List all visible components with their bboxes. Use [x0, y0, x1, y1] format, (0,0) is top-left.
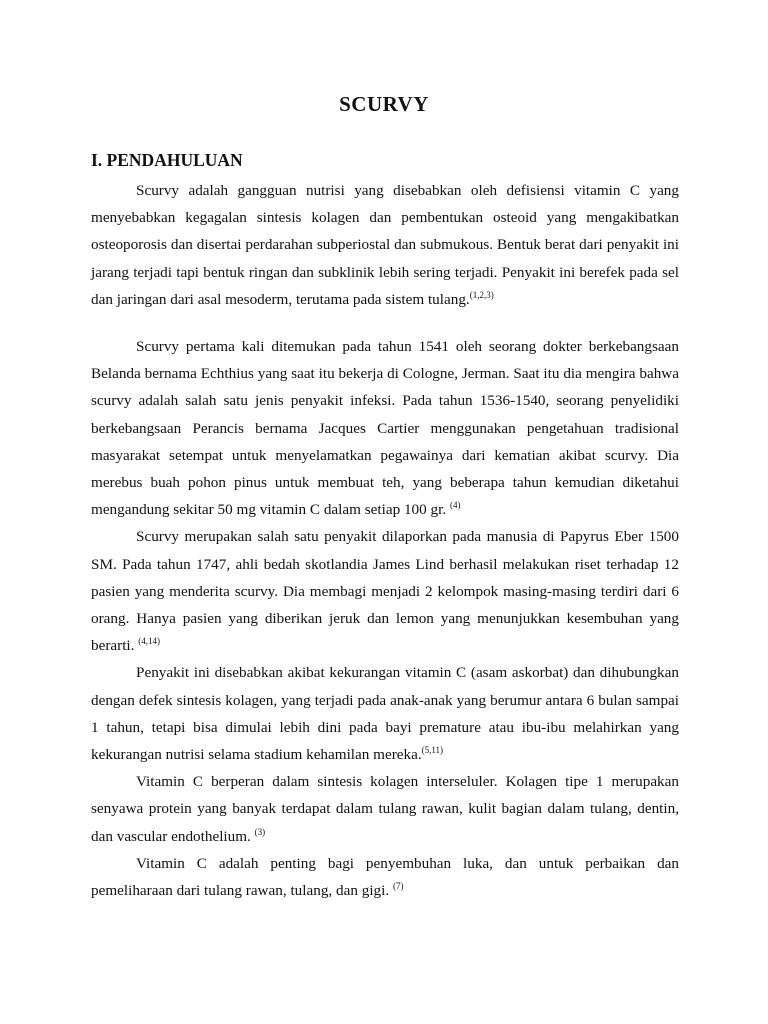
citation-superscript: (4,14)	[138, 636, 160, 647]
paragraph-definition	[91, 177, 679, 313]
paragraph-papyrus	[91, 523, 679, 659]
paragraph-healing	[91, 850, 679, 904]
paragraph-text: Scurvy adalah gangguan nutrisi yang disebabkan oleh defisiensi vitamin C yang menyebabkan kegagalan sintesis kolagen dan pembentukan osteoid yang mengakibatkan osteoporosis dan disertai perdarahan subperiostal dan submukous. Bentuk berat dari penyakit ini jarang terjadi tapi bentuk ringan dan subklinik lebih sering terjadi. Penyakit ini berefek pada sel dan jaringan dari asal mesoderm, terutama pada sistem tulang.	[91, 182, 679, 308]
paragraph-text: Scurvy merupakan salah satu penyakit dilaporkan pada manusia di Papyrus Eber 1500 SM. Pada tahun 1747, ahli bedah skotlandia James Lind berhasil melakukan riset terhadap 12 pasien yang menderita scurvy. Dia membagi menjadi 2 kelompok masing-masing terdiri dari 6 orang. Hanya pasien yang diberikan jeruk dan lemon yang menunjukkan kesembuhan yang berarti.	[91, 528, 679, 655]
paragraph-text: Vitamin C berperan dalam sintesis kolagen interseluler. Kolagen tipe 1 merupakan senyawa protein yang banyak terdapat dalam tulang rawan, kulit bagian dalam tulang, dentin, dan vascular endothelium.	[91, 773, 679, 845]
citation-superscript: (3)	[254, 826, 266, 837]
paragraph-text: Penyakit ini disebabkan akibat kekurangan vitamin C (asam askorbat) dan dihubungkan dengan defek sintesis kolagen, yang terjadi pada anak-anak yang berumur antara 6 bulan sampai 1 tahun, tetapi bisa dimulai lebih dini pada bayi premature atau ibu-ibu melahirkan yang kekurangan nutrisi selama stadium kehamilan mereka.	[91, 664, 679, 764]
paragraph-text: Scurvy pertama kali ditemukan pada tahun 1541 oleh seorang dokter berkebangsaan Belanda bernama Echthius yang saat itu bekerja di Cologne, Jerman. Saat itu dia mengira bahwa scurvy adalah salah satu jenis penyakit infeksi. Pada tahun 1536-1540, seorang penyelidiki berkebangsaan Perancis bernama Jacques Cartier menggunakan pengetahuan tradisional masyarakat setempat untuk menyelamatkan pegawainya dari kematian akibat scurvy. Dia merebus buah pohon pinus untuk membuat teh, yang beberapa tahun kemudian diketahui mengandung sekitar 50 mg vitamin C dalam setiap 100 gr.	[91, 338, 679, 519]
citation-superscript: (7)	[392, 881, 404, 892]
document-body	[91, 177, 679, 904]
paragraph-collagen	[91, 768, 679, 850]
paragraph-text: Vitamin C adalah penting bagi penyembuhan luka, dan untuk perbaikan dan pemeliharaan dari tulang rawan, tulang, dan gigi.	[91, 854, 679, 900]
paragraph-history	[91, 333, 679, 523]
section-heading: I. PENDAHULUAN	[91, 150, 243, 170]
citation-superscript: (5,11)	[421, 745, 444, 756]
paragraph-cause	[91, 659, 679, 768]
document-title: SCURVY	[339, 92, 429, 116]
citation-superscript: (1,2,3)	[469, 289, 494, 300]
citation-superscript: (4)	[449, 500, 461, 511]
